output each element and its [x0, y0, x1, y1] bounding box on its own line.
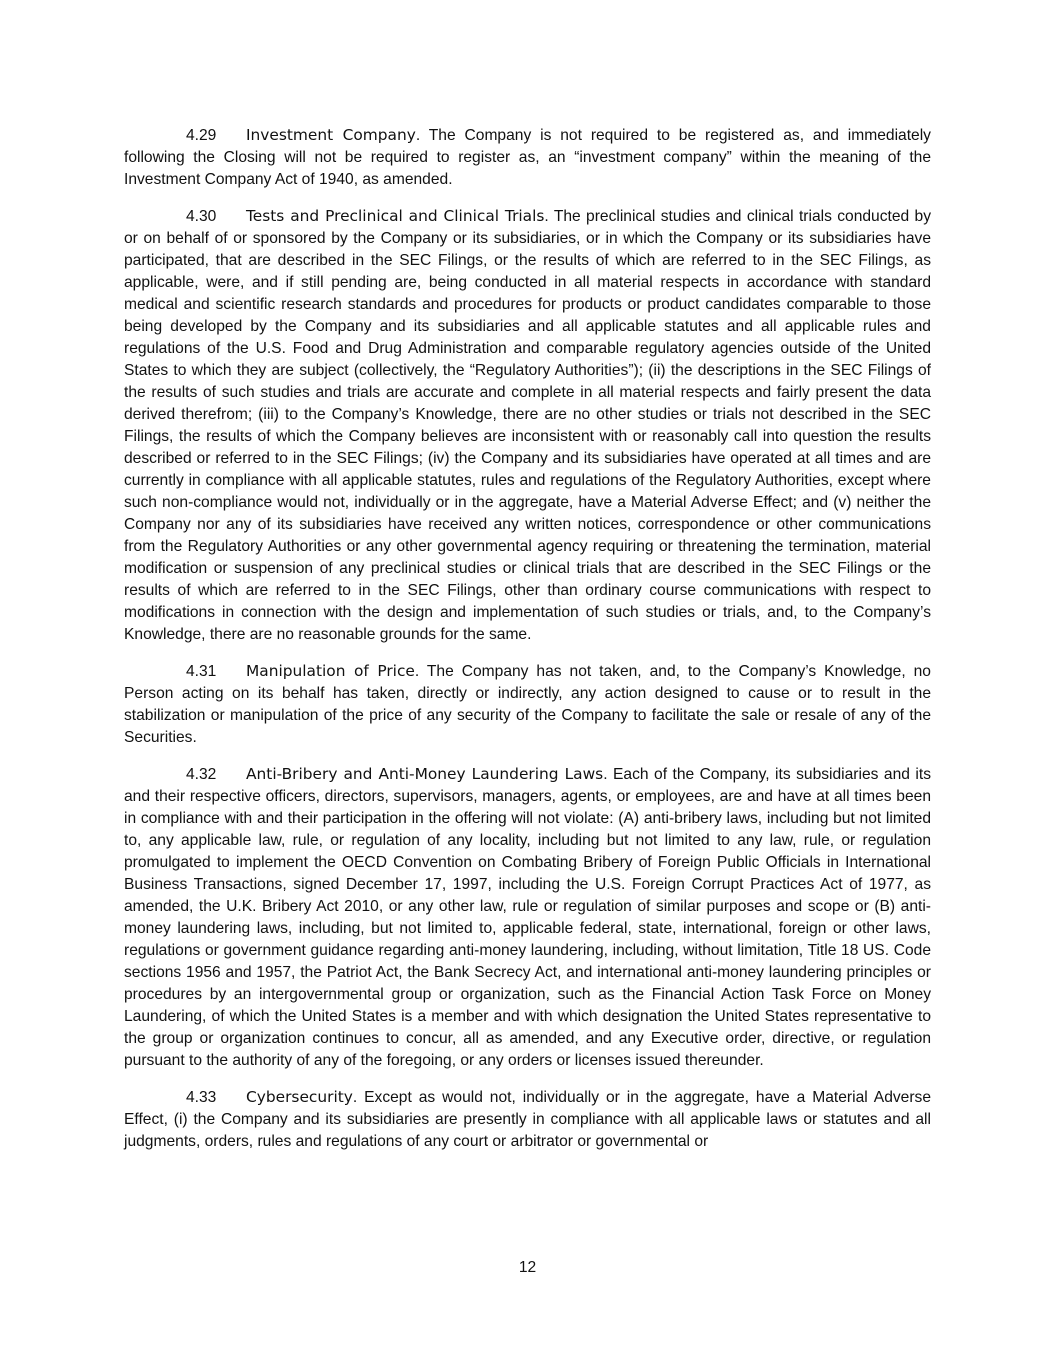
section-heading: Anti-Bribery and Anti-Money Laundering Laws: [246, 765, 604, 783]
section-heading: Investment Company: [246, 126, 416, 144]
document-body: [124, 124, 931, 1167]
section-4-29: 4.29 Investment Company. The Company is not required to be registered as, and immediately following the Closing will not be required to register as, an “investment company” within the meaning of the Investment Company Act of 1940, as amended.: [124, 126, 931, 188]
section-4-33: 4.33 Cybersecurity. Except as would not, individually or in the aggregate, have a Material Adverse Effect, (i) the Company and its subsidiaries are presently in compliance with all applicable laws or statutes and all judgments, orders, rules and regulations of any court or arbitrator or governmental or: [124, 1088, 931, 1150]
section-number: 4.33: [186, 1089, 217, 1106]
section-number: 4.32: [186, 766, 217, 783]
section-heading: Cybersecurity: [246, 1088, 353, 1106]
section-number: 4.30: [186, 208, 217, 225]
section-number: 4.31: [186, 663, 217, 680]
section-number: 4.29: [186, 127, 217, 144]
page-number: 12: [518, 1259, 537, 1276]
section-body: Except as would not, individually or in the aggregate, have a Material Adverse Effect, (i) the Company and its subsidiaries are presently in compliance with all applicable laws or statutes and all judgments, orders, rules and regulations of any court or arbitrator or governmental or: [124, 1089, 931, 1150]
section-heading: Tests and Preclinical and Clinical Trials: [246, 207, 545, 225]
section-body: The Company is not required to be registered as, and immediately following the Closing will not be required to register as, an “investment company” within the meaning of the Investment Company Act of 1940, as amended.: [124, 127, 931, 188]
section-4-32: 4.32 Anti-Bribery and Anti-Money Laundering Laws. Each of the Company, its subsidiaries and its and their respective officers, directors, supervisors, managers, agents, or employees, are and have at all times been in compliance with and their participation in the offering will not violate: (A) anti-bribery laws, including but not limited to, any applicable law, rule, or regulation of any locality, including but not limited to any law, rule, or regulation promulgated to implement the OECD Convention on Combating Bribery of Foreign Public Officials in International Business Transactions, signed December 17, 1997, including the U.S. Foreign Corrupt Practices Act of 1977, as amended, the U.K. Bribery Act 2010, or any other law, rule or regulation of similar purposes and scope or (B) anti-money laundering laws, including, but not limited to, applicable federal, state, international, foreign or other laws, regulations or government guidance regarding anti-money laundering, including, without limitation, Title 18 US. Code sections 1956 and 1957, the Patriot Act, the Bank Secrecy Act, and international anti-money laundering principles or procedures by an intergovernmental group or organization, such as the Financial Action Task Force on Money Laundering, of which the United States is a member and with which designation the United States representative to the group or organization continues to concur, all as amended, and any Executive order, directive, or regulation pursuant to the authority of any of the foregoing, or any orders or licenses issued thereunder.: [124, 765, 931, 1069]
section-body: Each of the Company, its subsidiaries and its and their respective officers, directors, supervisors, managers, agents, or employees, are and have at all times been in compliance with and their participation in the offering will not violate: (A) anti-bribery laws, including but not limited to, any applicable law, rule, or regulation of any locality, including but not limited to any law, rule, or regulation promulgated to implement the OECD Convention on Combating Bribery of Foreign Public Officials in International Business Transactions, signed December 17, 1997, including the U.S. Foreign Corrupt Practices Act of 1977, as amended, the U.K. Bribery Act 2010, or any other law, rule or regulation of similar purposes and scope or (B) anti-money laundering laws, including, but not limited to, applicable federal, state, international, foreign or other laws, regulations or government guidance regarding anti-money laundering, including, without limitation, Title 18 US. Code sections 1956 and 1957, the Patriot Act, the Bank Secrecy Act, and international anti-money laundering principles or procedures by an intergovernmental group or organization, such as the Financial Action Task Force on Money Laundering, of which the United States is a member and with which designation the United States representative to the group or organization continues to concur, all as amended, and any Executive order, directive, or regulation pursuant to the authority of any of the foregoing, or any orders or licenses issued thereunder.: [124, 766, 931, 1069]
section-body: The Company has not taken, and, to the Company’s Knowledge, no Person acting on its behalf has taken, directly or indirectly, any action designed to cause or to result in the stabilization or manipulation of the price of any security of the Company to facilitate the sale or resale of any of the Securities.: [124, 663, 931, 746]
section-heading: Manipulation of Price: [246, 662, 415, 680]
section-4-30: 4.30 Tests and Preclinical and Clinical Trials. The preclinical studies and clinical trials conducted by or on behalf of or sponsored by the Company or its subsidiaries, or in which the Company or its subsidiaries have participated, that are described in the SEC Filings, or the results of which are referred to in the SEC Filings, as applicable, were, and if still pending are, being conducted in all material respects in accordance with standard medical and scientific research standards and procedures for products or product candidates comparable to those being developed by the Company and its subsidiaries and all applicable statutes and all applicable rules and regulations of the U.S. Food and Drug Administration and comparable regulatory agencies outside of the United States to which they are subject (collectively, the “Regulatory Authorities”); (ii) the descriptions in the SEC Filings of the results of such studies and trials are accurate and complete in all material respects and fairly present the data derived therefrom; (iii) to the Company’s Knowledge, there are no other studies or trials not described in the SEC Filings, the results of which the Company believes are inconsistent with or reasonably call into question the results described or referred to in the SEC Filings; (iv) the Company and its subsidiaries have operated at all times and are currently in compliance with all applicable statutes, rules and regulations of the Regulatory Authorities, except where such non-compliance would not, individually or in the aggregate, have a Material Adverse Effect; and (v) neither the Company nor any of its subsidiaries have received any written notices, correspondence or other communications from the Regulatory Authorities or any other governmental agency requiring or threatening the termination, material modification or suspension of any preclinical studies or clinical trials that are described in the SEC Filings or the results of which are referred to in the SEC Filings, other than ordinary course communications with respect to modifications in connection with the design and implementation of such studies or trials, and, to the Company’s Knowledge, there are no reasonable grounds for the same.: [124, 207, 932, 643]
section-4-31: 4.31 Manipulation of Price. The Company has not taken, and, to the Company’s Knowledge, no Person acting on its behalf has taken, directly or indirectly, any action designed to cause or to result in the stabilization or manipulation of the price of any security of the Company to facilitate the sale or resale of any of the Securities.: [124, 662, 931, 746]
section-body: The preclinical studies and clinical trials conducted by or on behalf of or sponsored by the Company or its subsidiaries, or in which the Company or its subsidiaries have participated, that are described in the SEC Filings, or the results of which are referred to in the SEC Filings, as applicable, were, and if still pending are, being conducted in all material respects in accordance with standard medical and scientific research standards and procedures for products or product candidates comparable to those being developed by the Company and its subsidiaries and all applicable statutes and all applicable rules and regulations of the U.S. Food and Drug Administration and comparable regulatory agencies outside of the United States to which they are subject (collectively, the “Regulatory Authorities”); (ii) the descriptions in the SEC Filings of the results of such studies and trials are accurate and complete in all material respects and fairly present the data derived therefrom; (iii) to the Company’s Knowledge, there are no other studies or trials not described in the SEC Filings, the results of which the Company believes are inconsistent with or reasonably call into question the results described or referred to in the SEC Filings; (iv) the Company and its subsidiaries have operated at all times and are currently in compliance with all applicable statutes, rules and regulations of the Regulatory Authorities, except where such non-compliance would not, individually or in the aggregate, have a Material Adverse Effect; and (v) neither the Company nor any of its subsidiaries have received any written notices, correspondence or other communications from the Regulatory Authorities or any other governmental agency requiring or threatening the termination, material modification or suspension of any preclinical studies or clinical trials that are described in the SEC Filings or the results of which are referred to in the SEC Filings, other than ordinary course communications with respect to modifications in connection with the design and implementation of such studies or trials, and, to the Company’s Knowledge, there are no reasonable grounds for the same.: [124, 208, 932, 643]
